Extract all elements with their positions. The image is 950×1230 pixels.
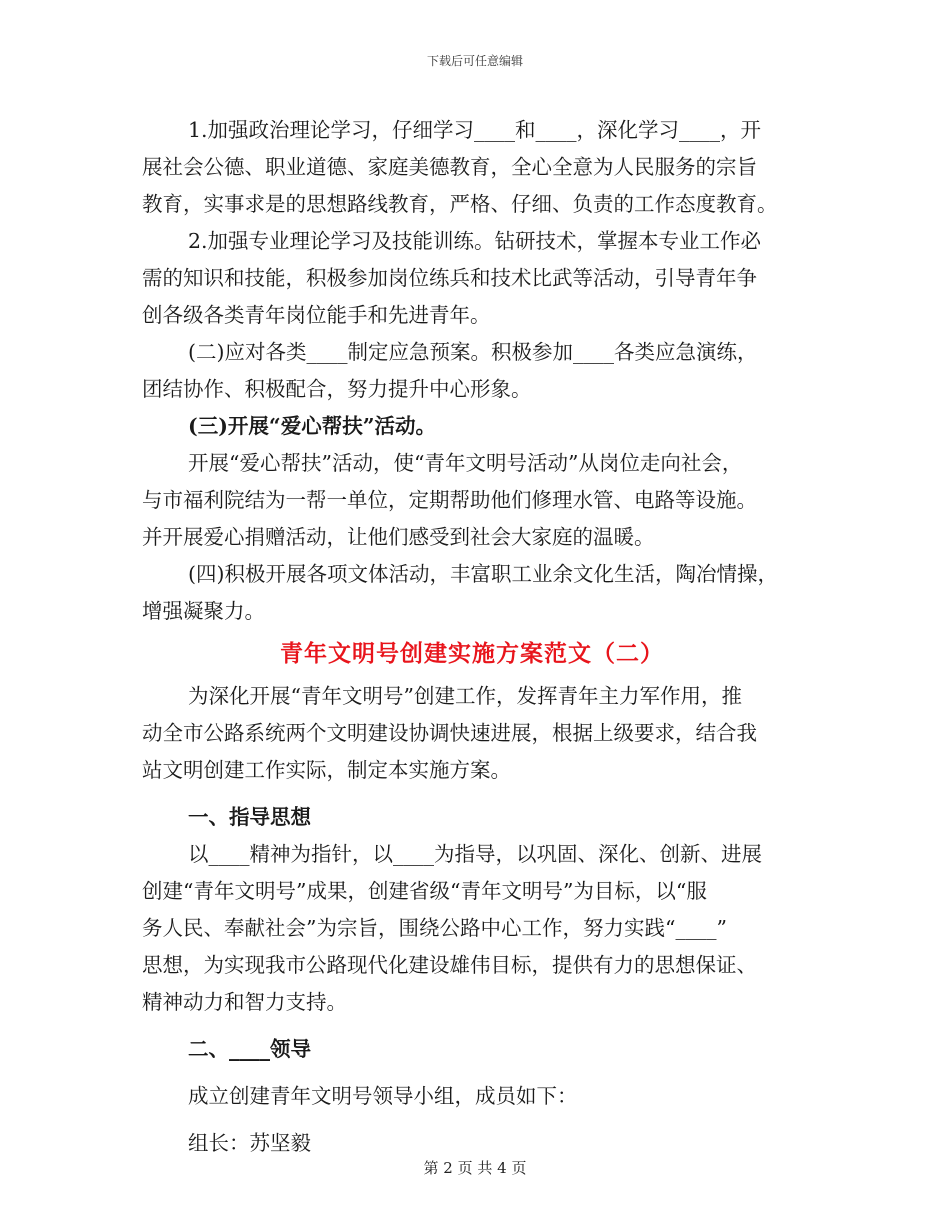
- paragraph-line: 动全市公路系统两个文明建设协调快速进展，根据上级要求，结合我: [142, 721, 757, 745]
- paragraph-line: 成立创建青年文明号领导小组，成员如下：: [188, 1084, 578, 1108]
- page-header: 下载后可任意编辑: [426, 54, 523, 68]
- section-title: 青年文明号创建实施方案范文（二）: [280, 640, 664, 667]
- document-body: [142, 112, 802, 1162]
- paragraph-line: 站文明创建工作实际，制定本实施方案。: [142, 758, 511, 782]
- paragraph-line: 教育，实事求是的思想路线教育，严格、仔细、负责的工作态度教育。: [142, 192, 778, 216]
- paragraph-line: 并开展爱心捐赠活动，让他们感受到社会大家庭的温暖。: [142, 525, 655, 549]
- paragraph-line: 精神动力和智力支持。: [142, 990, 347, 1014]
- paragraph-line: 2.加强专业理论学习及技能训练。钻研技术，掌握本专业工作必: [188, 229, 762, 253]
- paragraph-line: (二)应对各类____制定应急预案。积极参加____各类应急演练，: [188, 340, 758, 364]
- paragraph-line: 需的知识和技能，积极参加岗位练兵和技术比武等活动，引导青年争: [142, 266, 757, 290]
- paragraph-line: 务人民、奉献社会”为宗旨，围绕公路中心工作，努力实践“____”: [142, 916, 727, 940]
- paragraph-line: 创建“青年文明号”成果，创建省级“青年文明号”为目标，以“服: [142, 879, 707, 903]
- paragraph-line: 思想，为实现我市公路现代化建设雄伟目标，提供有力的思想保证、: [142, 953, 757, 977]
- page-footer: 第 2 页 共 4 页: [423, 1159, 527, 1177]
- subheading: 二、____领导: [188, 1037, 311, 1061]
- paragraph-line: 与市福利院结为一帮一单位，定期帮助他们修理水管、电路等设施。: [142, 488, 757, 512]
- subheading: (三)开展“爱心帮扶”活动。: [188, 414, 436, 438]
- paragraph-line: 1.加强政治理论学习，仔细学习____和____，深化学习____，开: [188, 118, 762, 142]
- paragraph-line: 为深化开展“青年文明号”创建工作，发挥青年主力军作用，推: [188, 684, 742, 708]
- subheading: 一、指导思想: [188, 805, 311, 829]
- paragraph-line: 创各级各类青年岗位能手和先进青年。: [142, 303, 491, 327]
- paragraph-line: 组长：苏坚毅: [188, 1131, 311, 1155]
- paragraph-line: (四)积极开展各项文体活动，丰富职工业余文化生活，陶冶情操，: [188, 562, 778, 586]
- paragraph-line: 开展“爱心帮扶”活动，使“青年文明号活动”从岗位走向社会，: [188, 451, 743, 475]
- paragraph-line: 以____精神为指针，以____为指导，以巩固、深化、创新、进展: [188, 842, 762, 866]
- paragraph-line: 展社会公德、职业道德、家庭美德教育，全心全意为人民服务的宗旨: [142, 155, 757, 179]
- paragraph-line: 增强凝聚力。: [142, 599, 265, 623]
- paragraph-line: 团结协作、积极配合，努力提升中心形象。: [142, 377, 532, 401]
